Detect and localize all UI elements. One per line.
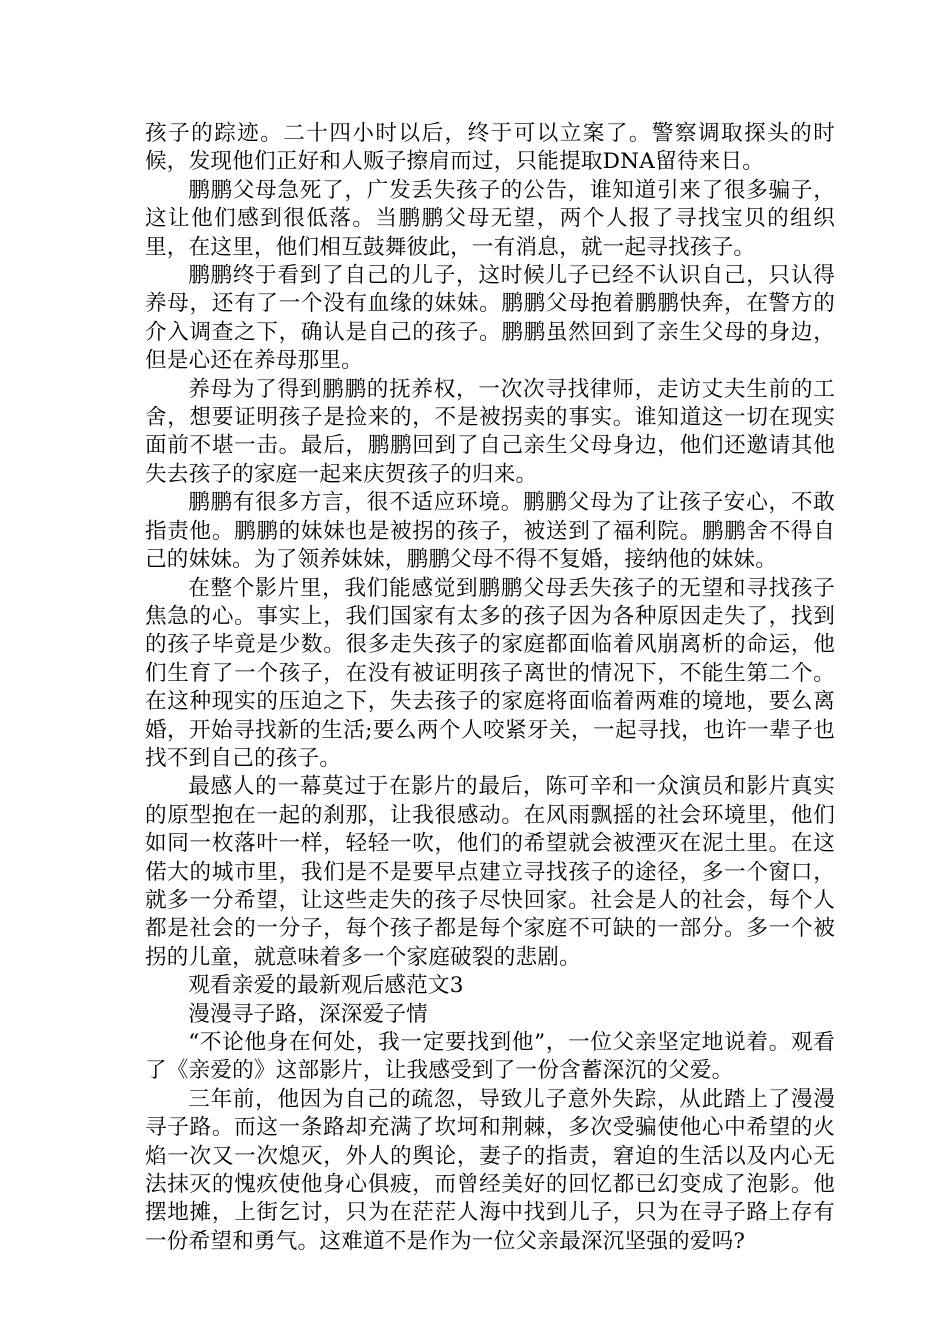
paragraph-5: 鹏鹏有很多方言，很不适应环境。鹏鹏父母为了让孩子安心，不敢指责他。鹏鹏的妹妹也是被拐的孩子，被送到了福利院。鹏鹏舍不得自己的妹妹。为了领养妹妹，鹏鹏父母不得不复婚，接纳他的妹妹。 [145,490,835,573]
paragraph-1: 孩子的踪迹。二十四小时以后，终于可以立案了。警察调取探头的时候，发现他们正好和人贩子擦肩而过，只能提取DNA留待来日。 [145,121,835,175]
paragraph-4: 养母为了得到鹏鹏的抚养权，一次次寻找律师，走访丈夫生前的工舍，想要证明孩子是捡来的，不是被拐卖的事实。谁知道这一切在现实面前不堪一击。最后，鹏鹏回到了自己亲生父母身边，他们还邀请其他失去孩子的家庭一起来庆贺孩子的归来。 [145,376,835,487]
section-subtitle: 漫漫寻子路，深深爱子情 [188,1001,428,1027]
paragraph-2: 鹏鹏父母急死了，广发丢失孩子的公告，谁知道引来了很多骗子，这让他们感到很低落。当鹏鹏父母无望，两个人报了寻找宝贝的组织里，在这里，他们相互鼓舞彼此，一有消息，就一起寻找孩子。 [145,177,835,260]
paragraph-8: “不论他身在何处，我一定要找到他”，一位父亲坚定地说着。观看了《亲爱的》这部影片，让我感受到了一份含蓄深沉的父爱。 [145,1030,835,1084]
section-title: 观看亲爱的最新观后感范文3 [188,973,464,999]
paragraph-7: 最感人的一幕莫过于在影片的最后，陈可辛和一众演员和影片真实的原型抱在一起的刹那，让我很感动。在风雨飘摇的社会环境里，他们如同一枚落叶一样，轻轻一吹，他们的希望就会被湮灭在泥土里。在这偌大的城市里，我们是不是要早点建立寻找孩子的途径，多一个窗口，就多一分希望，让这些走失的孩子尽快回家。社会是人的社会，每个人都是社会的一分子，每个孩子都是每个家庭不可缺的一部分。多一个被拐的儿童，就意味着多一个家庭破裂的悲剧。 [145,774,835,970]
paragraph-9: 三年前，他因为自己的疏忽，导致儿子意外失踪，从此踏上了漫漫寻子路。而这一条路却充满了坎坷和荆棘，多次受骗使他心中希望的火焰一次又一次熄灭，外人的舆论，妻子的指责，窘迫的生活以及内心无法抹灭的愧疚使他身心俱疲，而曾经美好的回忆都已幻变成了泡影。他摆地摊，上街乞讨，只为在茫茫人海中找到儿子，只为在寻子路上存有一份希望和勇气。这难道不是作为一位父亲最深沉坚强的爱吗? [145,1086,835,1254]
paragraph-3: 鹏鹏终于看到了自己的儿子，这时候儿子已经不认识自己，只认得养母，还有了一个没有血缘的妹妹。鹏鹏父母抱着鹏鹏快奔，在警方的介入调查之下，确认是自己的孩子。鹏鹏虽然回到了亲生父母的身边，但是心还在养母那里。 [145,263,835,374]
paragraph-6: 在整个影片里，我们能感觉到鹏鹏父母丢失孩子的无望和寻找孩子焦急的心。事实上，我们国家有太多的孩子因为各种原因走失了，找到的孩子毕竟是少数。很多走失孩子的家庭都面临着风崩离析的命运，他们生育了一个孩子，在没有被证明孩子离世的情况下，不能生第二个。在这种现实的压迫之下，失去孩子的家庭将面临着两难的境地，要么离婚，开始寻找新的生活;要么两个人咬紧牙关，一起寻找，也许一辈子也找不到自己的孩子。 [145,575,835,771]
document-body [145,120,835,1256]
